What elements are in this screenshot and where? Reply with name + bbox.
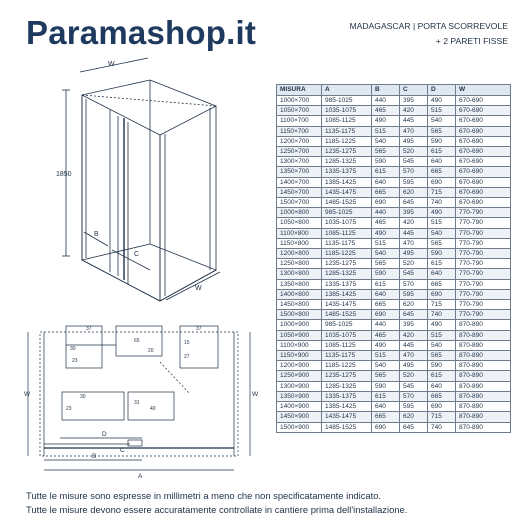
table-cell: 1135-1175 [322, 351, 372, 361]
table-cell: 1050×800 [277, 218, 322, 228]
table-cell: 515 [428, 106, 456, 116]
size-table-container [276, 84, 510, 433]
table-cell: 985-1025 [322, 320, 372, 330]
table-cell: 670-690 [456, 187, 511, 197]
table-row [277, 238, 511, 248]
table-cell: 540 [372, 249, 400, 259]
table-cell: 1000×900 [277, 320, 322, 330]
table-cell: 665 [428, 391, 456, 401]
table-cell: 495 [400, 136, 428, 146]
table-cell: 1185-1225 [322, 249, 372, 259]
table-cell: 665 [372, 300, 400, 310]
table-cell: 1100×700 [277, 116, 322, 126]
table-cell: 770-790 [456, 289, 511, 299]
table-cell: 670-690 [456, 96, 511, 106]
table-cell: 665 [428, 167, 456, 177]
table-cell: 1035-1075 [322, 330, 372, 340]
table-cell: 1300×800 [277, 269, 322, 279]
brand-logo: Paramashop.it [26, 14, 257, 51]
table-cell: 1185-1225 [322, 136, 372, 146]
table-cell: 1400×900 [277, 402, 322, 412]
table-row [277, 269, 511, 279]
table-cell: 1235-1275 [322, 259, 372, 269]
table-cell: 540 [372, 136, 400, 146]
table-cell: 545 [400, 157, 428, 167]
table-row [277, 351, 511, 361]
table-row [277, 198, 511, 208]
table-cell: 690 [372, 198, 400, 208]
table-row [277, 259, 511, 269]
table-cell: 490 [372, 340, 400, 350]
table-cell: 540 [428, 340, 456, 350]
table-cell: 465 [372, 106, 400, 116]
table-cell: 645 [400, 310, 428, 320]
table-cell: 1335-1375 [322, 391, 372, 401]
table-cell: 1235-1275 [322, 147, 372, 157]
table-cell: 495 [400, 361, 428, 371]
table-cell: 1385-1425 [322, 177, 372, 187]
table-cell: 1450×900 [277, 412, 322, 422]
plan-detail-dim: 20 [148, 348, 154, 354]
table-cell: 1100×800 [277, 228, 322, 238]
table-cell: 570 [400, 279, 428, 289]
table-cell: 690 [372, 310, 400, 320]
table-row [277, 218, 511, 228]
iso-height-label: 1850 [56, 171, 72, 178]
table-row [277, 228, 511, 238]
table-row [277, 147, 511, 157]
table-cell: 395 [400, 208, 428, 218]
table-cell: 690 [428, 177, 456, 187]
table-row [277, 412, 511, 422]
table-cell: 640 [428, 381, 456, 391]
table-cell: 665 [372, 187, 400, 197]
table-cell: 670-690 [456, 198, 511, 208]
table-header-cell: C [400, 85, 428, 96]
table-cell: 1500×900 [277, 422, 322, 432]
table-cell: 590 [428, 136, 456, 146]
table-cell: 1435-1475 [322, 300, 372, 310]
table-cell: 490 [428, 96, 456, 106]
table-cell: 520 [400, 371, 428, 381]
table-body [277, 96, 511, 433]
table-cell: 1350×900 [277, 391, 322, 401]
table-cell: 770-790 [456, 259, 511, 269]
table-cell: 1400×700 [277, 177, 322, 187]
table-row [277, 340, 511, 350]
table-cell: 1385-1425 [322, 289, 372, 299]
table-row [277, 279, 511, 289]
table-cell: 515 [428, 218, 456, 228]
table-cell: 870-890 [456, 330, 511, 340]
table-cell: 770-790 [456, 228, 511, 238]
table-cell: 440 [372, 320, 400, 330]
table-cell: 645 [400, 422, 428, 432]
table-cell: 640 [372, 402, 400, 412]
table-header-row [277, 85, 511, 96]
table-header-cell: A [322, 85, 372, 96]
table-cell: 445 [400, 228, 428, 238]
table-cell: 770-790 [456, 218, 511, 228]
table-cell: 870-890 [456, 381, 511, 391]
table-cell: 1500×700 [277, 198, 322, 208]
table-cell: 715 [428, 187, 456, 197]
table-cell: 615 [372, 167, 400, 177]
plan-detail-dim: 31 [134, 400, 140, 406]
table-row [277, 330, 511, 340]
table-cell: 1035-1075 [322, 106, 372, 116]
table-cell: 1150×900 [277, 351, 322, 361]
table-cell: 515 [428, 330, 456, 340]
table-cell: 495 [400, 249, 428, 259]
table-cell: 665 [428, 279, 456, 289]
table-cell: 540 [428, 116, 456, 126]
iso-floor-outline [82, 244, 216, 301]
table-cell: 470 [400, 351, 428, 361]
table-cell: 1485-1525 [322, 198, 372, 208]
table-cell: 715 [428, 300, 456, 310]
table-cell: 870-890 [456, 351, 511, 361]
table-cell: 440 [372, 96, 400, 106]
table-cell: 1285-1325 [322, 381, 372, 391]
table-cell: 445 [400, 116, 428, 126]
table-row [277, 177, 511, 187]
table-cell: 640 [372, 289, 400, 299]
iso-dim-b-label: B [94, 231, 99, 238]
table-cell: 1150×800 [277, 238, 322, 248]
table-cell: 615 [372, 279, 400, 289]
table-cell: 1200×800 [277, 249, 322, 259]
table-cell: 645 [400, 198, 428, 208]
table-cell: 1200×900 [277, 361, 322, 371]
table-cell: 515 [372, 351, 400, 361]
table-cell: 670-690 [456, 136, 511, 146]
table-cell: 870-890 [456, 412, 511, 422]
table-cell: 870-890 [456, 391, 511, 401]
table-cell: 1085-1125 [322, 228, 372, 238]
table-cell: 520 [400, 147, 428, 157]
table-cell: 545 [400, 269, 428, 279]
table-cell: 445 [400, 340, 428, 350]
table-row [277, 208, 511, 218]
table-cell: 770-790 [456, 249, 511, 259]
table-cell: 565 [428, 238, 456, 248]
plan-detail-dim: 23 [72, 358, 78, 364]
table-cell: 1435-1475 [322, 412, 372, 422]
table-cell: 590 [372, 269, 400, 279]
size-table [276, 84, 511, 433]
table-cell: 770-790 [456, 300, 511, 310]
plan-detail-dim: 15 [184, 340, 190, 346]
table-cell: 640 [428, 269, 456, 279]
table-cell: 640 [372, 177, 400, 187]
table-row [277, 320, 511, 330]
table-cell: 740 [428, 422, 456, 432]
footnote-2: Tutte le misure devono essere accuratamente controllate in cantiere prima dell'installazione. [26, 504, 408, 515]
table-cell: 1150×700 [277, 126, 322, 136]
table-cell: 670-690 [456, 106, 511, 116]
table-cell: 420 [400, 218, 428, 228]
table-cell: 1250×800 [277, 259, 322, 269]
table-cell: 1400×800 [277, 289, 322, 299]
iso-front-fixed-panel [82, 95, 160, 301]
table-row [277, 187, 511, 197]
table-cell: 420 [400, 330, 428, 340]
plan-label-d: D [102, 431, 107, 438]
table-cell: 565 [428, 126, 456, 136]
table-cell: 620 [400, 187, 428, 197]
plan-detail-dim: 40 [150, 406, 156, 412]
table-row [277, 402, 511, 412]
table-cell: 1035-1075 [322, 218, 372, 228]
table-cell: 615 [428, 259, 456, 269]
iso-dim-c-label: C [134, 251, 140, 258]
plan-view-drawing [28, 326, 250, 470]
table-header-cell: MISURA [277, 85, 322, 96]
table-cell: 1300×900 [277, 381, 322, 391]
table-cell: 595 [400, 402, 428, 412]
table-cell: 1385-1425 [322, 402, 372, 412]
table-cell: 1000×800 [277, 208, 322, 218]
table-cell: 1100×900 [277, 340, 322, 350]
table-cell: 1250×700 [277, 147, 322, 157]
table-cell: 515 [372, 238, 400, 248]
table-row [277, 391, 511, 401]
table-cell: 565 [372, 259, 400, 269]
table-cell: 565 [372, 147, 400, 157]
table-row [277, 381, 511, 391]
table-cell: 590 [428, 249, 456, 259]
table-cell: 590 [372, 157, 400, 167]
table-cell: 620 [400, 412, 428, 422]
iso-enclosure-drawing [62, 58, 220, 301]
table-cell: 1450×800 [277, 300, 322, 310]
plan-detail-dim: 30 [70, 346, 76, 352]
table-cell: 1435-1475 [322, 187, 372, 197]
table-row [277, 422, 511, 432]
table-cell: 985-1025 [322, 96, 372, 106]
table-cell: 1485-1525 [322, 310, 372, 320]
table-header-cell: D [428, 85, 456, 96]
table-row [277, 96, 511, 106]
table-cell: 690 [428, 402, 456, 412]
table-cell: 740 [428, 310, 456, 320]
product-title-line1: MADAGASCAR | PORTA SCORREVOLE [349, 21, 508, 31]
table-cell: 440 [372, 208, 400, 218]
table-row [277, 300, 511, 310]
table-row [277, 361, 511, 371]
table-cell: 1350×700 [277, 167, 322, 177]
table-cell: 1450×700 [277, 187, 322, 197]
table-cell: 690 [428, 289, 456, 299]
table-row [277, 106, 511, 116]
table-cell: 1085-1125 [322, 116, 372, 126]
table-cell: 615 [428, 371, 456, 381]
plan-label-w-left: W [24, 391, 31, 398]
table-row [277, 289, 511, 299]
table-cell: 1250×900 [277, 371, 322, 381]
table-row [277, 157, 511, 167]
table-cell: 870-890 [456, 371, 511, 381]
table-cell: 465 [372, 218, 400, 228]
table-row [277, 249, 511, 259]
iso-width-label: W [108, 61, 115, 68]
plan-detail-dim: 23 [66, 406, 72, 412]
table-cell: 1485-1525 [322, 422, 372, 432]
table-row [277, 167, 511, 177]
table-cell: 870-890 [456, 422, 511, 432]
table-cell: 620 [400, 300, 428, 310]
product-title-line2: + 2 PARETI FISSE [435, 36, 508, 46]
table-cell: 490 [428, 208, 456, 218]
plan-label-a: A [138, 473, 143, 480]
table-cell: 770-790 [456, 208, 511, 218]
table-cell: 395 [400, 320, 428, 330]
table-cell: 1285-1325 [322, 269, 372, 279]
table-cell: 870-890 [456, 340, 511, 350]
plan-detail-dim: 37 [196, 326, 202, 332]
table-cell: 670-690 [456, 126, 511, 136]
table-cell: 465 [372, 330, 400, 340]
table-cell: 770-790 [456, 310, 511, 320]
table-row [277, 310, 511, 320]
table-cell: 515 [372, 126, 400, 136]
table-cell: 595 [400, 177, 428, 187]
table-cell: 540 [428, 228, 456, 238]
table-cell: 590 [428, 361, 456, 371]
table-cell: 570 [400, 167, 428, 177]
table-cell: 1350×800 [277, 279, 322, 289]
plan-label-c: C [120, 447, 125, 454]
table-cell: 1500×800 [277, 310, 322, 320]
plan-detail-dim: 30 [80, 394, 86, 400]
table-row [277, 136, 511, 146]
table-header-cell: B [372, 85, 400, 96]
table-cell: 520 [400, 259, 428, 269]
table-cell: 770-790 [456, 279, 511, 289]
table-cell: 1335-1375 [322, 279, 372, 289]
table-cell: 870-890 [456, 361, 511, 371]
table-cell: 395 [400, 96, 428, 106]
table-cell: 740 [428, 198, 456, 208]
plan-label-b: B [92, 453, 97, 460]
table-cell: 615 [372, 391, 400, 401]
table-cell: 665 [372, 412, 400, 422]
table-header-cell: W [456, 85, 511, 96]
table-cell: 640 [428, 157, 456, 167]
table-cell: 490 [428, 320, 456, 330]
plan-detail-dim: 27 [184, 354, 190, 360]
table-cell: 1085-1125 [322, 340, 372, 350]
table-cell: 1200×700 [277, 136, 322, 146]
table-cell: 670-690 [456, 116, 511, 126]
table-cell: 1300×700 [277, 157, 322, 167]
plan-detail-dim: 65 [134, 338, 140, 344]
table-cell: 490 [372, 228, 400, 238]
table-cell: 670-690 [456, 167, 511, 177]
footnote-1: Tutte le misure sono espresse in millimetri a meno che non specificatamente indicato. [26, 490, 382, 501]
table-cell: 540 [372, 361, 400, 371]
table-cell: 1050×900 [277, 330, 322, 340]
table-cell: 1285-1325 [322, 157, 372, 167]
table-cell: 545 [400, 381, 428, 391]
table-cell: 615 [428, 147, 456, 157]
table-cell: 690 [372, 422, 400, 432]
table-cell: 1135-1175 [322, 126, 372, 136]
table-cell: 420 [400, 106, 428, 116]
plan-door-handle [128, 440, 142, 446]
plan-label-w-right: W [252, 391, 259, 398]
table-cell: 985-1025 [322, 208, 372, 218]
table-cell: 565 [428, 351, 456, 361]
plan-detail-dim: 37 [86, 326, 92, 332]
table-cell: 670-690 [456, 177, 511, 187]
table-row [277, 126, 511, 136]
table-cell: 595 [400, 289, 428, 299]
table-cell: 870-890 [456, 402, 511, 412]
table-cell: 590 [372, 381, 400, 391]
table-cell: 1050×700 [277, 106, 322, 116]
table-cell: 470 [400, 238, 428, 248]
table-cell: 470 [400, 126, 428, 136]
table-cell: 770-790 [456, 269, 511, 279]
table-cell: 715 [428, 412, 456, 422]
table-cell: 565 [372, 371, 400, 381]
table-cell: 1235-1275 [322, 371, 372, 381]
table-cell: 1185-1225 [322, 361, 372, 371]
table-cell: 670-690 [456, 147, 511, 157]
table-row [277, 371, 511, 381]
table-cell: 1000×700 [277, 96, 322, 106]
table-cell: 670-690 [456, 157, 511, 167]
table-cell: 490 [372, 116, 400, 126]
table-cell: 570 [400, 391, 428, 401]
iso-depth-label: W [195, 285, 202, 292]
iso-side-fixed-panel [160, 106, 216, 301]
table-cell: 870-890 [456, 320, 511, 330]
table-cell: 1135-1175 [322, 238, 372, 248]
table-cell: 1335-1375 [322, 167, 372, 177]
table-row [277, 116, 511, 126]
table-cell: 770-790 [456, 238, 511, 248]
